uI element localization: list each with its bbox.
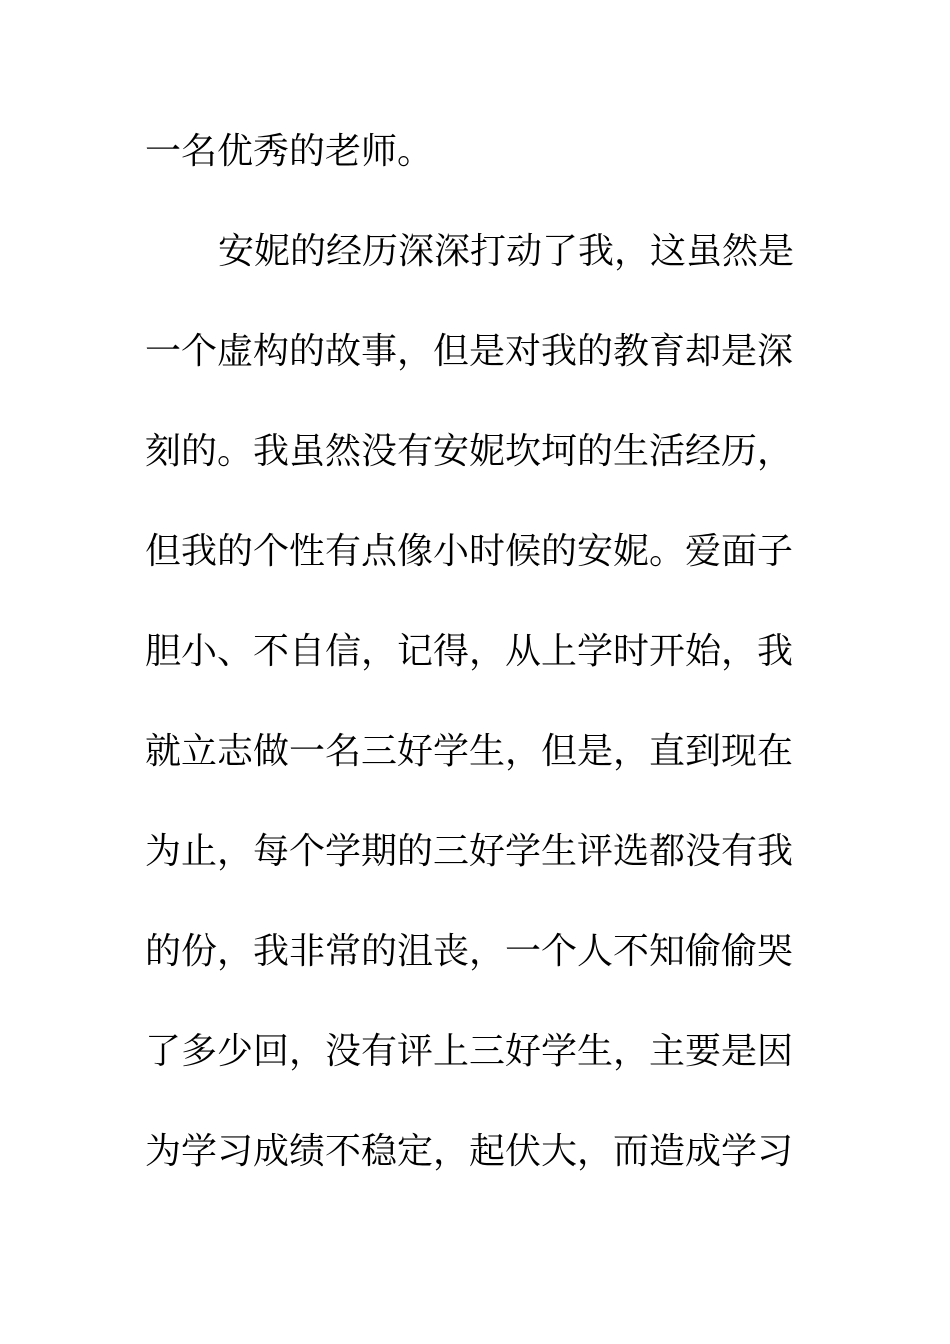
- text-line-11: 为学习成绩不稳定，起伏大，而造成学习: [145, 1131, 794, 1172]
- text-line-1: 一名优秀的老师。: [145, 131, 434, 172]
- text-line-7: 就立志做一名三好学生，但是，直到现在: [145, 731, 794, 772]
- text-line-6: 胆小、不自信，记得，从上学时开始，我: [145, 631, 794, 672]
- text-line-9: 的份，我非常的沮丧，一个人不知偷偷哭: [145, 931, 794, 972]
- text-line-5: 但我的个性有点像小时候的安妮。爱面子: [145, 531, 794, 572]
- paragraph-start-line: 安妮的经历深深打动了我，这虽然是: [218, 231, 795, 272]
- text-line-4: 刻的。我虽然没有安妮坎坷的生活经历，: [145, 431, 794, 472]
- text-line-3: 一个虚构的故事，但是对我的教育却是深: [145, 331, 794, 372]
- text-line-8: 为止，每个学期的三好学生评选都没有我: [145, 831, 794, 872]
- text-line-10: 了多少回，没有评上三好学生，主要是因: [145, 1031, 794, 1072]
